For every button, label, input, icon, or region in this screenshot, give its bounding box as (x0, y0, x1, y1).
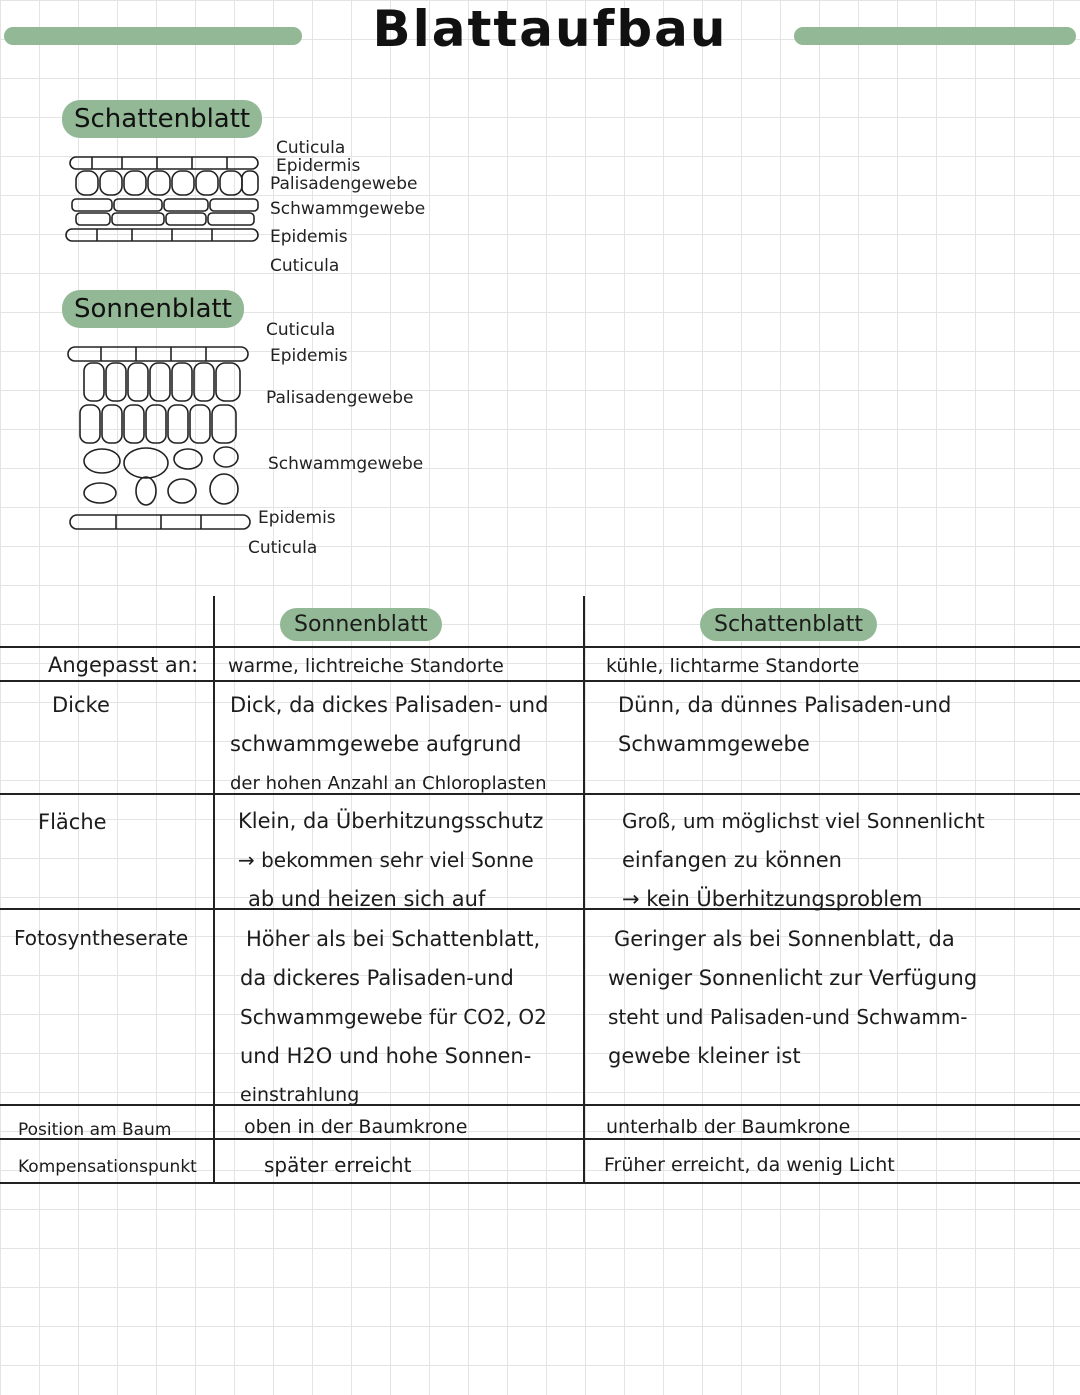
cell-line: Geringer als bei Sonnenblatt, da (614, 927, 955, 951)
cell-line: kühle, lichtarme Standorte (606, 655, 860, 677)
shade-diagram-heading: Schattenblatt (62, 100, 262, 138)
shade-leaf-diagram (62, 155, 262, 245)
row-label-photosynthesis: Fotosyntheserate (14, 926, 189, 950)
shade-label-palisade: Palisadengewebe (270, 174, 418, 194)
shade-label-epidermis-bottom: Epidemis (270, 227, 348, 247)
cell-line: weniger Sonnenlicht zur Verfügung (608, 966, 978, 990)
cell-line: einfangen zu können (622, 848, 842, 872)
cell-shade-area (622, 802, 985, 919)
sun-label-spongy: Schwammgewebe (268, 454, 424, 474)
row-label-adapted: Angepasst an: (48, 653, 199, 677)
row-label-thickness: Dicke (52, 693, 110, 717)
table-divider-right (583, 596, 585, 1184)
cell-line: → bekommen sehr viel Sonne (238, 848, 534, 872)
cell-line: Dünn, da dünnes Palisaden-und (618, 693, 952, 717)
sun-label-cuticula-bottom: Cuticula (248, 538, 318, 558)
cell-line: oben in der Baumkrone (244, 1116, 468, 1138)
table-divider-left (213, 596, 215, 1184)
sun-label-cuticula-top: Cuticula (266, 320, 336, 340)
sun-leaf-diagram (66, 345, 256, 535)
page-title: Blattaufbau (372, 0, 728, 58)
cell-line: ab und heizen sich auf (248, 887, 486, 911)
cell-line: Dick, da dickes Palisaden- und (230, 693, 549, 717)
cell-sun-area (238, 802, 543, 919)
cell-line: der hohen Anzahl an Chloroplasten (230, 773, 547, 794)
table-rule (0, 1182, 1080, 1184)
cell-shade-photosynthesis (608, 920, 977, 1076)
cell-sun-position (244, 1112, 467, 1142)
shade-label-cuticula-top: Cuticula (276, 138, 346, 158)
shade-label-cuticula-bottom: Cuticula (270, 256, 340, 276)
cell-sun-compensation (264, 1150, 411, 1180)
table-rule (0, 680, 1080, 682)
cell-line: da dickeres Palisaden-und (240, 966, 514, 990)
cell-line: Klein, da Überhitzungsschutz (238, 809, 544, 833)
row-label-area: Fläche (38, 810, 107, 834)
cell-line: und H2O und hohe Sonnen- (240, 1044, 532, 1068)
cell-line: schwammgewebe aufgrund (230, 732, 522, 756)
cell-line: → kein Überhitzungsproblem (622, 887, 923, 911)
cell-line: Höher als bei Schattenblatt, (246, 927, 541, 951)
cell-line: warme, lichtreiche Standorte (228, 655, 504, 677)
cell-shade-adapted (606, 647, 859, 686)
cell-sun-photosynthesis (240, 920, 547, 1115)
cell-line: steht und Palisaden-und Schwamm- (608, 1005, 968, 1029)
cell-sun-thickness (230, 686, 548, 803)
cell-line: Schwammgewebe (618, 732, 810, 756)
cell-shade-compensation (604, 1150, 895, 1180)
table-rule (0, 646, 1080, 648)
cell-line: Groß, um möglichst viel Sonnenlicht (622, 809, 985, 833)
cell-shade-thickness (618, 686, 951, 764)
title-bar-left (4, 27, 302, 45)
column-header-shade: Schattenblatt (700, 608, 877, 641)
cell-line: gewebe kleiner ist (608, 1044, 801, 1068)
cell-line: Früher erreicht, da wenig Licht (604, 1154, 895, 1176)
shade-label-epidermis-top: Epidermis (276, 156, 361, 176)
cell-sun-adapted (228, 647, 504, 686)
sun-label-epidermis-top: Epidemis (270, 346, 348, 366)
row-label-compensation: Kompensationspunkt (18, 1157, 197, 1177)
column-header-sun: Sonnenblatt (280, 608, 442, 641)
sun-label-palisade: Palisadengewebe (266, 388, 414, 408)
cell-line: einstrahlung (240, 1084, 360, 1106)
cell-line: später erreicht (264, 1153, 412, 1177)
row-label-position: Position am Baum (18, 1120, 172, 1140)
cell-line: Schwammgewebe für CO2, O2 (240, 1005, 547, 1029)
title-bar-right (794, 27, 1076, 45)
sun-diagram-heading: Sonnenblatt (62, 290, 244, 328)
shade-label-spongy: Schwammgewebe (270, 199, 426, 219)
cell-line: unterhalb der Baumkrone (606, 1116, 851, 1138)
sun-label-epidermis-bottom: Epidemis (258, 508, 336, 528)
cell-shade-position (606, 1112, 850, 1142)
